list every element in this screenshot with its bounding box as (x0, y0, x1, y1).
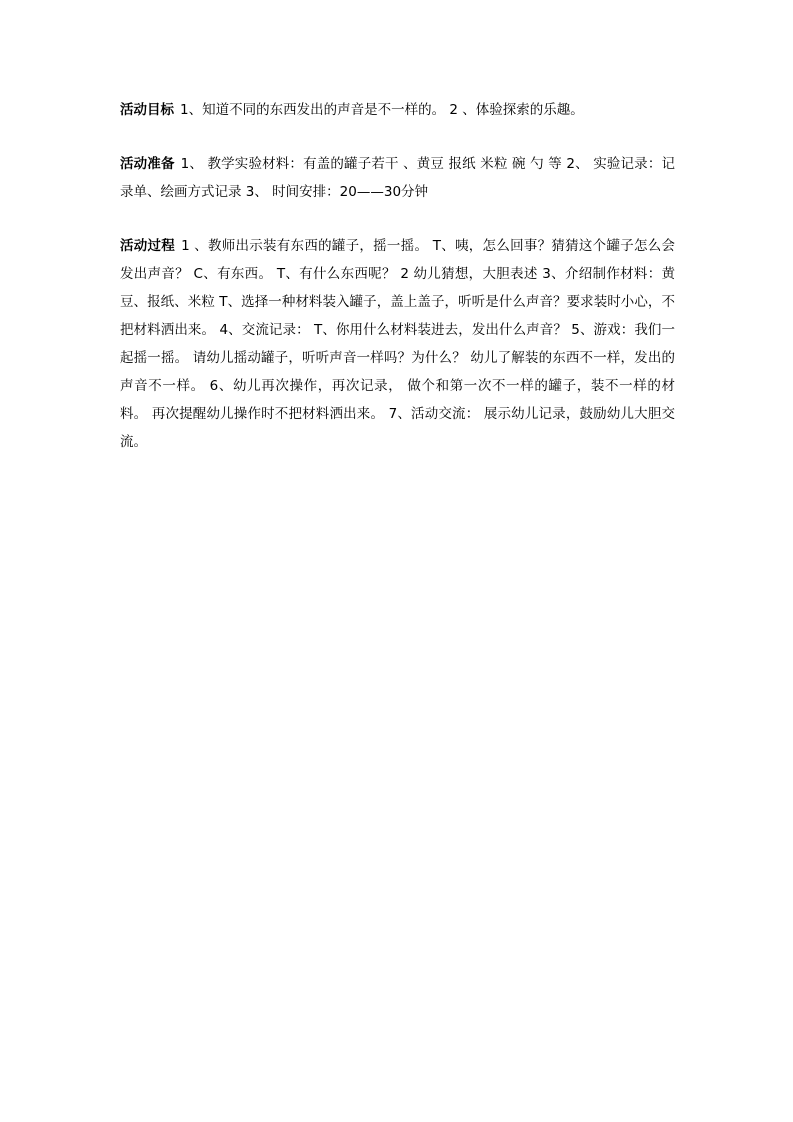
section-activity-goal (120, 96, 675, 124)
section-activity-preparation (120, 150, 675, 206)
section-text: 1、知道不同的东西发出的声音是不一样的。 2 、体验探索的乐趣。 (180, 102, 584, 118)
section-text: 1 、教师出示装有东西的罐子，摇一摇。 T、咦，怎么回事？猜猜这个罐子怎么会发出声音？ C、有东西。 T、有什么东西呢？ 2 幼儿猜想，大胆表述 3、介绍制作材料：黄豆、报纸、米粒 T、选择一种材料装入罐子，盖上盖子，听听是什么声音？要求装时小心，不把材料洒出来。 4、交流记录： T、你用什么材料装进去，发出什么声音？ 5、游戏：我们一起摇一摇。 请幼儿摇动罐子，听听声音一样吗？为什么？ 幼儿了解装的东西不一样，发出的声音不一样。 6、幼儿再次操作，再次记录， 做个和第一次不一样的罐子，装不一样的材料。 再次提醒幼儿操作时不把材料洒出来。 7、活动交流： 展示幼儿记录，鼓励幼儿大胆交流。 (120, 238, 675, 450)
section-label: 活动准备 (120, 156, 175, 172)
section-text: 1、 教学实验材料：有盖的罐子若干 、黄豆 报纸 米粒 碗 勺 等 2、 实验记录：记录单、绘画方式记录 3、 时间安排：20——30分钟 (120, 156, 675, 200)
document-page (120, 96, 675, 482)
section-label: 活动目标 (120, 102, 174, 118)
section-label: 活动过程 (120, 238, 176, 254)
section-activity-process (120, 232, 675, 456)
